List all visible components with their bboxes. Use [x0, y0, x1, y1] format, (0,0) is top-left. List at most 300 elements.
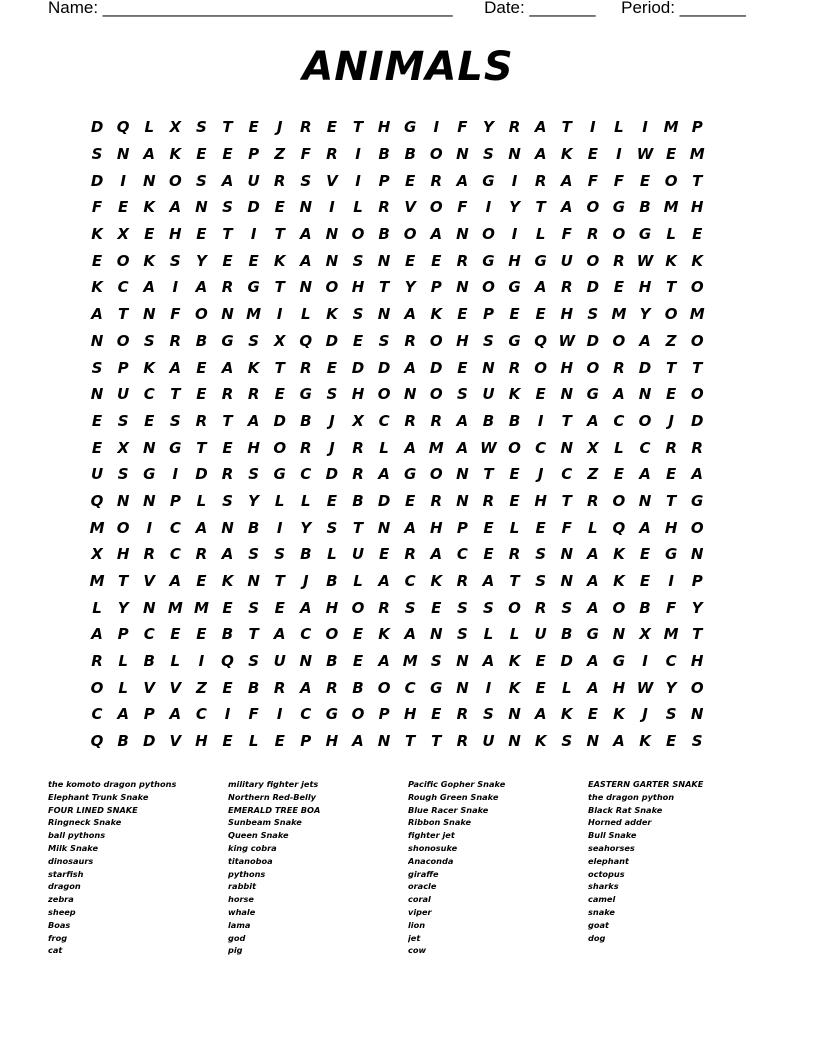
grid-cell[interactable]: N: [377, 305, 391, 324]
grid-cell[interactable]: B: [352, 678, 364, 697]
grid-cell[interactable]: S: [483, 145, 494, 164]
grid-cell[interactable]: L: [509, 625, 520, 644]
grid-cell[interactable]: O: [403, 225, 417, 244]
grid-cell[interactable]: N: [325, 225, 339, 244]
grid-cell[interactable]: A: [404, 518, 416, 537]
grid-cell[interactable]: C: [404, 678, 416, 697]
grid-cell[interactable]: B: [326, 572, 338, 591]
grid-cell[interactable]: D: [586, 278, 600, 297]
grid-cell[interactable]: H: [664, 518, 678, 537]
grid-cell[interactable]: E: [405, 171, 416, 190]
grid-cell[interactable]: O: [325, 625, 339, 644]
grid-cell[interactable]: N: [299, 652, 313, 671]
grid-cell[interactable]: G: [612, 198, 626, 217]
grid-cell[interactable]: T: [665, 491, 677, 510]
grid-cell[interactable]: E: [222, 145, 233, 164]
grid-cell[interactable]: H: [690, 198, 704, 217]
grid-cell[interactable]: R: [691, 438, 703, 457]
grid-cell[interactable]: I: [642, 652, 648, 671]
grid-cell[interactable]: A: [299, 678, 312, 697]
grid-cell[interactable]: L: [327, 545, 337, 564]
grid-cell[interactable]: E: [483, 518, 494, 537]
grid-cell[interactable]: K: [221, 572, 234, 591]
grid-cell[interactable]: T: [274, 358, 285, 377]
grid-cell[interactable]: I: [537, 411, 544, 430]
grid-cell[interactable]: E: [535, 678, 546, 697]
grid-cell[interactable]: S: [587, 305, 599, 324]
grid-cell[interactable]: Q: [116, 118, 130, 137]
grid-cell[interactable]: E: [378, 545, 390, 564]
grid-cell[interactable]: R: [587, 225, 599, 244]
grid-cell[interactable]: L: [379, 438, 389, 457]
grid-cell[interactable]: C: [169, 518, 181, 537]
grid-cell[interactable]: D: [430, 358, 443, 377]
grid-cell[interactable]: Y: [691, 598, 703, 617]
grid-cell[interactable]: R: [195, 411, 208, 430]
grid-cell[interactable]: S: [222, 491, 233, 510]
grid-cell[interactable]: R: [456, 572, 469, 591]
grid-cell[interactable]: C: [535, 438, 547, 457]
grid-cell[interactable]: E: [326, 358, 338, 377]
grid-cell[interactable]: R: [404, 545, 416, 564]
grid-cell[interactable]: D: [247, 198, 260, 217]
grid-cell[interactable]: O: [612, 598, 626, 617]
grid-cell[interactable]: N: [221, 518, 234, 537]
grid-cell[interactable]: T: [118, 572, 129, 591]
grid-cell[interactable]: H: [351, 278, 365, 297]
grid-cell[interactable]: I: [485, 198, 492, 217]
grid-cell[interactable]: R: [352, 465, 364, 484]
grid-cell[interactable]: E: [509, 491, 520, 510]
grid-cell[interactable]: K: [613, 545, 625, 564]
grid-cell[interactable]: N: [377, 732, 391, 751]
grid-cell[interactable]: A: [169, 705, 182, 724]
grid-cell[interactable]: A: [273, 625, 286, 644]
grid-cell[interactable]: S: [248, 331, 260, 350]
grid-cell[interactable]: A: [169, 198, 182, 217]
grid-cell[interactable]: K: [247, 358, 260, 377]
grid-cell[interactable]: K: [508, 678, 521, 697]
grid-cell[interactable]: U: [560, 251, 573, 270]
grid-cell[interactable]: E: [665, 732, 677, 751]
grid-cell[interactable]: R: [273, 171, 286, 190]
grid-cell[interactable]: I: [120, 171, 126, 190]
grid-cell[interactable]: A: [221, 358, 234, 377]
grid-cell[interactable]: N: [90, 385, 104, 404]
grid-cell[interactable]: Q: [534, 331, 548, 350]
grid-cell[interactable]: G: [169, 438, 182, 457]
grid-cell[interactable]: A: [117, 705, 129, 724]
grid-cell[interactable]: E: [509, 465, 520, 484]
grid-cell[interactable]: J: [537, 465, 544, 484]
grid-cell[interactable]: C: [143, 385, 155, 404]
grid-cell[interactable]: A: [587, 678, 599, 697]
grid-cell[interactable]: E: [196, 625, 207, 644]
grid-cell[interactable]: I: [224, 705, 231, 724]
grid-cell[interactable]: E: [613, 465, 625, 484]
grid-cell[interactable]: T: [692, 171, 703, 190]
grid-cell[interactable]: E: [274, 198, 285, 217]
grid-cell[interactable]: O: [482, 278, 495, 297]
grid-cell[interactable]: E: [196, 145, 207, 164]
grid-cell[interactable]: Y: [665, 678, 677, 697]
grid-cell[interactable]: H: [429, 518, 443, 537]
grid-cell[interactable]: R: [534, 598, 547, 617]
grid-cell[interactable]: E: [196, 385, 207, 404]
grid-cell[interactable]: L: [248, 732, 259, 751]
grid-cell[interactable]: Y: [117, 598, 129, 617]
grid-cell[interactable]: E: [274, 598, 285, 617]
grid-cell[interactable]: K: [560, 145, 573, 164]
grid-cell[interactable]: A: [587, 545, 599, 564]
grid-cell[interactable]: A: [91, 305, 103, 324]
grid-cell[interactable]: E: [639, 171, 651, 190]
grid-cell[interactable]: E: [431, 705, 442, 724]
grid-cell[interactable]: M: [611, 305, 627, 324]
grid-cell[interactable]: L: [118, 678, 128, 697]
grid-cell[interactable]: R: [456, 705, 469, 724]
grid-cell[interactable]: S: [326, 385, 338, 404]
grid-cell[interactable]: N: [221, 305, 234, 324]
grid-cell[interactable]: E: [352, 652, 364, 671]
grid-cell[interactable]: J: [329, 438, 335, 457]
grid-cell[interactable]: B: [221, 625, 234, 644]
grid-cell[interactable]: E: [222, 438, 233, 457]
grid-cell[interactable]: A: [143, 278, 156, 297]
grid-cell[interactable]: I: [511, 171, 518, 190]
grid-cell[interactable]: E: [613, 278, 625, 297]
grid-cell[interactable]: S: [535, 572, 547, 591]
grid-cell[interactable]: H: [638, 278, 652, 297]
grid-cell[interactable]: N: [508, 145, 521, 164]
grid-cell[interactable]: H: [247, 438, 260, 457]
grid-cell[interactable]: T: [509, 572, 520, 591]
grid-cell[interactable]: X: [352, 411, 364, 430]
grid-cell[interactable]: O: [168, 171, 182, 190]
grid-cell[interactable]: K: [508, 652, 521, 671]
grid-cell[interactable]: E: [509, 305, 520, 324]
grid-cell[interactable]: A: [221, 545, 234, 564]
grid-cell[interactable]: B: [195, 331, 208, 350]
grid-cell[interactable]: E: [535, 652, 546, 671]
grid-cell[interactable]: G: [612, 652, 626, 671]
grid-cell[interactable]: R: [195, 545, 208, 564]
grid-cell[interactable]: S: [169, 411, 181, 430]
grid-cell[interactable]: T: [405, 732, 416, 751]
grid-cell[interactable]: I: [172, 278, 179, 297]
grid-cell[interactable]: B: [482, 411, 495, 430]
grid-cell[interactable]: H: [325, 598, 339, 617]
grid-cell[interactable]: O: [273, 438, 287, 457]
period-field[interactable]: Period: _______: [621, 0, 746, 17]
grid-cell[interactable]: U: [117, 385, 130, 404]
grid-cell[interactable]: E: [248, 251, 259, 270]
grid-cell[interactable]: M: [689, 145, 705, 164]
grid-cell[interactable]: O: [690, 385, 704, 404]
grid-cell[interactable]: T: [118, 305, 129, 324]
grid-cell[interactable]: C: [561, 465, 573, 484]
grid-cell[interactable]: I: [198, 652, 205, 671]
grid-cell[interactable]: E: [457, 305, 468, 324]
grid-cell[interactable]: N: [429, 625, 443, 644]
grid-cell[interactable]: R: [534, 171, 547, 190]
grid-cell[interactable]: U: [247, 171, 260, 190]
grid-cell[interactable]: R: [404, 331, 416, 350]
grid-cell[interactable]: A: [639, 465, 651, 484]
grid-cell[interactable]: N: [142, 171, 156, 190]
grid-cell[interactable]: A: [404, 438, 416, 457]
grid-cell[interactable]: O: [664, 305, 678, 324]
grid-cell[interactable]: H: [195, 732, 208, 751]
grid-cell[interactable]: A: [587, 598, 599, 617]
grid-cell[interactable]: A: [404, 358, 416, 377]
grid-cell[interactable]: A: [691, 465, 703, 484]
grid-cell[interactable]: K: [143, 358, 156, 377]
grid-cell[interactable]: M: [89, 572, 105, 591]
grid-cell[interactable]: V: [169, 732, 182, 751]
grid-cell[interactable]: N: [195, 198, 208, 217]
grid-cell[interactable]: T: [196, 438, 207, 457]
grid-cell[interactable]: E: [587, 705, 598, 724]
grid-cell[interactable]: P: [300, 732, 312, 751]
grid-cell[interactable]: N: [456, 465, 469, 484]
grid-cell[interactable]: M: [428, 438, 444, 457]
grid-cell[interactable]: M: [89, 518, 105, 537]
grid-cell[interactable]: E: [639, 572, 651, 591]
grid-cell[interactable]: S: [483, 705, 494, 724]
grid-cell[interactable]: C: [169, 545, 181, 564]
grid-cell[interactable]: N: [482, 358, 495, 377]
grid-cell[interactable]: S: [117, 465, 129, 484]
grid-cell[interactable]: H: [351, 385, 365, 404]
grid-cell[interactable]: E: [352, 625, 364, 644]
grid-cell[interactable]: F: [457, 118, 468, 137]
grid-cell[interactable]: L: [561, 678, 572, 697]
grid-cell[interactable]: B: [639, 598, 651, 617]
grid-cell[interactable]: K: [639, 732, 651, 751]
grid-cell[interactable]: E: [91, 411, 103, 430]
grid-cell[interactable]: Y: [483, 118, 494, 137]
grid-cell[interactable]: T: [561, 118, 572, 137]
grid-cell[interactable]: G: [482, 171, 495, 190]
grid-cell[interactable]: V: [404, 198, 416, 217]
grid-cell[interactable]: A: [613, 732, 625, 751]
grid-cell[interactable]: A: [587, 652, 599, 671]
grid-cell[interactable]: U: [534, 625, 547, 644]
grid-cell[interactable]: D: [143, 732, 156, 751]
grid-cell[interactable]: C: [117, 278, 129, 297]
grid-cell[interactable]: R: [221, 385, 234, 404]
grid-cell[interactable]: L: [301, 305, 311, 324]
grid-cell[interactable]: R: [378, 598, 390, 617]
grid-cell[interactable]: F: [457, 198, 468, 217]
grid-cell[interactable]: G: [534, 251, 547, 270]
grid-cell[interactable]: S: [274, 545, 286, 564]
grid-cell[interactable]: Q: [612, 518, 626, 537]
grid-cell[interactable]: C: [91, 705, 103, 724]
grid-cell[interactable]: N: [142, 491, 156, 510]
grid-cell[interactable]: O: [195, 305, 208, 324]
grid-cell[interactable]: T: [665, 358, 677, 377]
grid-cell[interactable]: P: [117, 358, 129, 377]
grid-cell[interactable]: Y: [639, 305, 651, 324]
grid-cell[interactable]: O: [116, 331, 130, 350]
grid-cell[interactable]: F: [561, 518, 572, 537]
grid-cell[interactable]: A: [482, 572, 495, 591]
grid-cell[interactable]: U: [90, 465, 104, 484]
grid-cell[interactable]: I: [616, 145, 622, 164]
grid-cell[interactable]: L: [353, 198, 363, 217]
grid-cell[interactable]: F: [561, 225, 572, 244]
grid-cell[interactable]: A: [221, 171, 234, 190]
grid-cell[interactable]: O: [116, 251, 130, 270]
grid-cell[interactable]: H: [560, 358, 574, 377]
grid-cell[interactable]: D: [690, 411, 704, 430]
grid-cell[interactable]: N: [560, 545, 574, 564]
grid-cell[interactable]: N: [456, 278, 469, 297]
grid-cell[interactable]: Y: [195, 251, 207, 270]
grid-cell[interactable]: S: [378, 331, 390, 350]
grid-cell[interactable]: R: [560, 278, 573, 297]
grid-cell[interactable]: D: [351, 358, 365, 377]
grid-cell[interactable]: B: [117, 732, 129, 751]
grid-cell[interactable]: N: [116, 145, 130, 164]
grid-cell[interactable]: K: [273, 251, 286, 270]
grid-cell[interactable]: S: [352, 305, 364, 324]
grid-cell[interactable]: N: [690, 545, 704, 564]
grid-cell[interactable]: R: [273, 678, 286, 697]
grid-cell[interactable]: G: [691, 491, 704, 510]
grid-cell[interactable]: Z: [274, 145, 286, 164]
grid-cell[interactable]: I: [355, 171, 361, 190]
grid-cell[interactable]: S: [91, 358, 103, 377]
grid-cell[interactable]: H: [403, 705, 417, 724]
grid-cell[interactable]: B: [326, 652, 338, 671]
grid-cell[interactable]: E: [274, 732, 285, 751]
grid-cell[interactable]: O: [429, 465, 443, 484]
grid-cell[interactable]: N: [116, 491, 130, 510]
grid-cell[interactable]: W: [480, 438, 497, 457]
grid-cell[interactable]: A: [456, 171, 469, 190]
grid-cell[interactable]: D: [377, 491, 391, 510]
grid-cell[interactable]: D: [325, 331, 339, 350]
name-field[interactable]: Name: _____________________________________: [48, 0, 453, 17]
grid-cell[interactable]: G: [430, 678, 443, 697]
grid-cell[interactable]: O: [377, 385, 391, 404]
grid-cell[interactable]: T: [692, 625, 703, 644]
grid-cell[interactable]: X: [587, 438, 599, 457]
grid-cell[interactable]: U: [482, 732, 495, 751]
grid-cell[interactable]: K: [613, 705, 625, 724]
grid-cell[interactable]: S: [196, 171, 207, 190]
grid-cell[interactable]: M: [246, 305, 262, 324]
grid-cell[interactable]: I: [590, 118, 596, 137]
grid-cell[interactable]: X: [273, 331, 286, 350]
grid-cell[interactable]: L: [301, 491, 311, 510]
grid-cell[interactable]: R: [508, 118, 521, 137]
grid-cell[interactable]: E: [248, 118, 259, 137]
grid-cell[interactable]: N: [508, 732, 521, 751]
grid-cell[interactable]: F: [248, 705, 259, 724]
grid-cell[interactable]: T: [431, 732, 442, 751]
grid-cell[interactable]: E: [431, 598, 442, 617]
grid-cell[interactable]: O: [612, 331, 626, 350]
grid-cell[interactable]: R: [352, 438, 364, 457]
grid-cell[interactable]: N: [508, 705, 521, 724]
grid-cell[interactable]: S: [352, 251, 364, 270]
grid-cell[interactable]: L: [274, 491, 285, 510]
grid-cell[interactable]: N: [403, 385, 417, 404]
grid-cell[interactable]: E: [457, 358, 468, 377]
grid-cell[interactable]: O: [90, 678, 104, 697]
grid-cell[interactable]: A: [404, 625, 416, 644]
grid-cell[interactable]: T: [222, 225, 233, 244]
grid-cell[interactable]: C: [378, 411, 390, 430]
grid-cell[interactable]: A: [299, 598, 312, 617]
grid-cell[interactable]: D: [325, 465, 339, 484]
grid-cell[interactable]: E: [405, 251, 416, 270]
grid-cell[interactable]: R: [404, 411, 416, 430]
grid-cell[interactable]: K: [430, 305, 443, 324]
grid-cell[interactable]: E: [118, 198, 129, 217]
grid-cell[interactable]: K: [560, 705, 573, 724]
grid-cell[interactable]: A: [456, 438, 469, 457]
grid-cell[interactable]: E: [665, 385, 677, 404]
grid-cell[interactable]: Z: [195, 678, 207, 697]
grid-cell[interactable]: L: [196, 491, 207, 510]
grid-cell[interactable]: B: [378, 145, 390, 164]
grid-cell[interactable]: D: [377, 358, 391, 377]
grid-cell[interactable]: N: [456, 652, 469, 671]
grid-cell[interactable]: L: [170, 652, 181, 671]
grid-cell[interactable]: O: [664, 171, 678, 190]
grid-cell[interactable]: A: [195, 518, 208, 537]
grid-cell[interactable]: S: [404, 598, 416, 617]
grid-cell[interactable]: V: [143, 678, 156, 697]
grid-cell[interactable]: T: [692, 358, 703, 377]
grid-cell[interactable]: G: [586, 385, 599, 404]
grid-cell[interactable]: S: [222, 198, 233, 217]
grid-cell[interactable]: J: [642, 705, 648, 724]
grid-cell[interactable]: L: [535, 225, 546, 244]
grid-cell[interactable]: V: [326, 171, 338, 190]
grid-cell[interactable]: F: [613, 171, 625, 190]
grid-cell[interactable]: N: [612, 625, 626, 644]
grid-cell[interactable]: F: [300, 145, 311, 164]
grid-cell[interactable]: R: [326, 678, 338, 697]
grid-cell[interactable]: R: [378, 198, 390, 217]
grid-cell[interactable]: E: [196, 225, 207, 244]
grid-cell[interactable]: M: [663, 118, 679, 137]
grid-cell[interactable]: L: [144, 118, 155, 137]
grid-cell[interactable]: M: [167, 598, 183, 617]
grid-cell[interactable]: R: [665, 438, 677, 457]
grid-cell[interactable]: R: [91, 652, 103, 671]
grid-cell[interactable]: S: [665, 705, 677, 724]
grid-cell[interactable]: W: [636, 678, 654, 697]
grid-cell[interactable]: O: [351, 705, 365, 724]
grid-cell[interactable]: G: [325, 705, 339, 724]
grid-cell[interactable]: S: [91, 145, 103, 164]
grid-cell[interactable]: T: [274, 572, 285, 591]
grid-cell[interactable]: A: [195, 278, 208, 297]
grid-cell[interactable]: F: [587, 171, 598, 190]
grid-cell[interactable]: R: [508, 545, 521, 564]
grid-cell[interactable]: D: [90, 171, 104, 190]
grid-cell[interactable]: O: [690, 678, 704, 697]
grid-cell[interactable]: H: [612, 678, 626, 697]
grid-cell[interactable]: N: [377, 518, 391, 537]
